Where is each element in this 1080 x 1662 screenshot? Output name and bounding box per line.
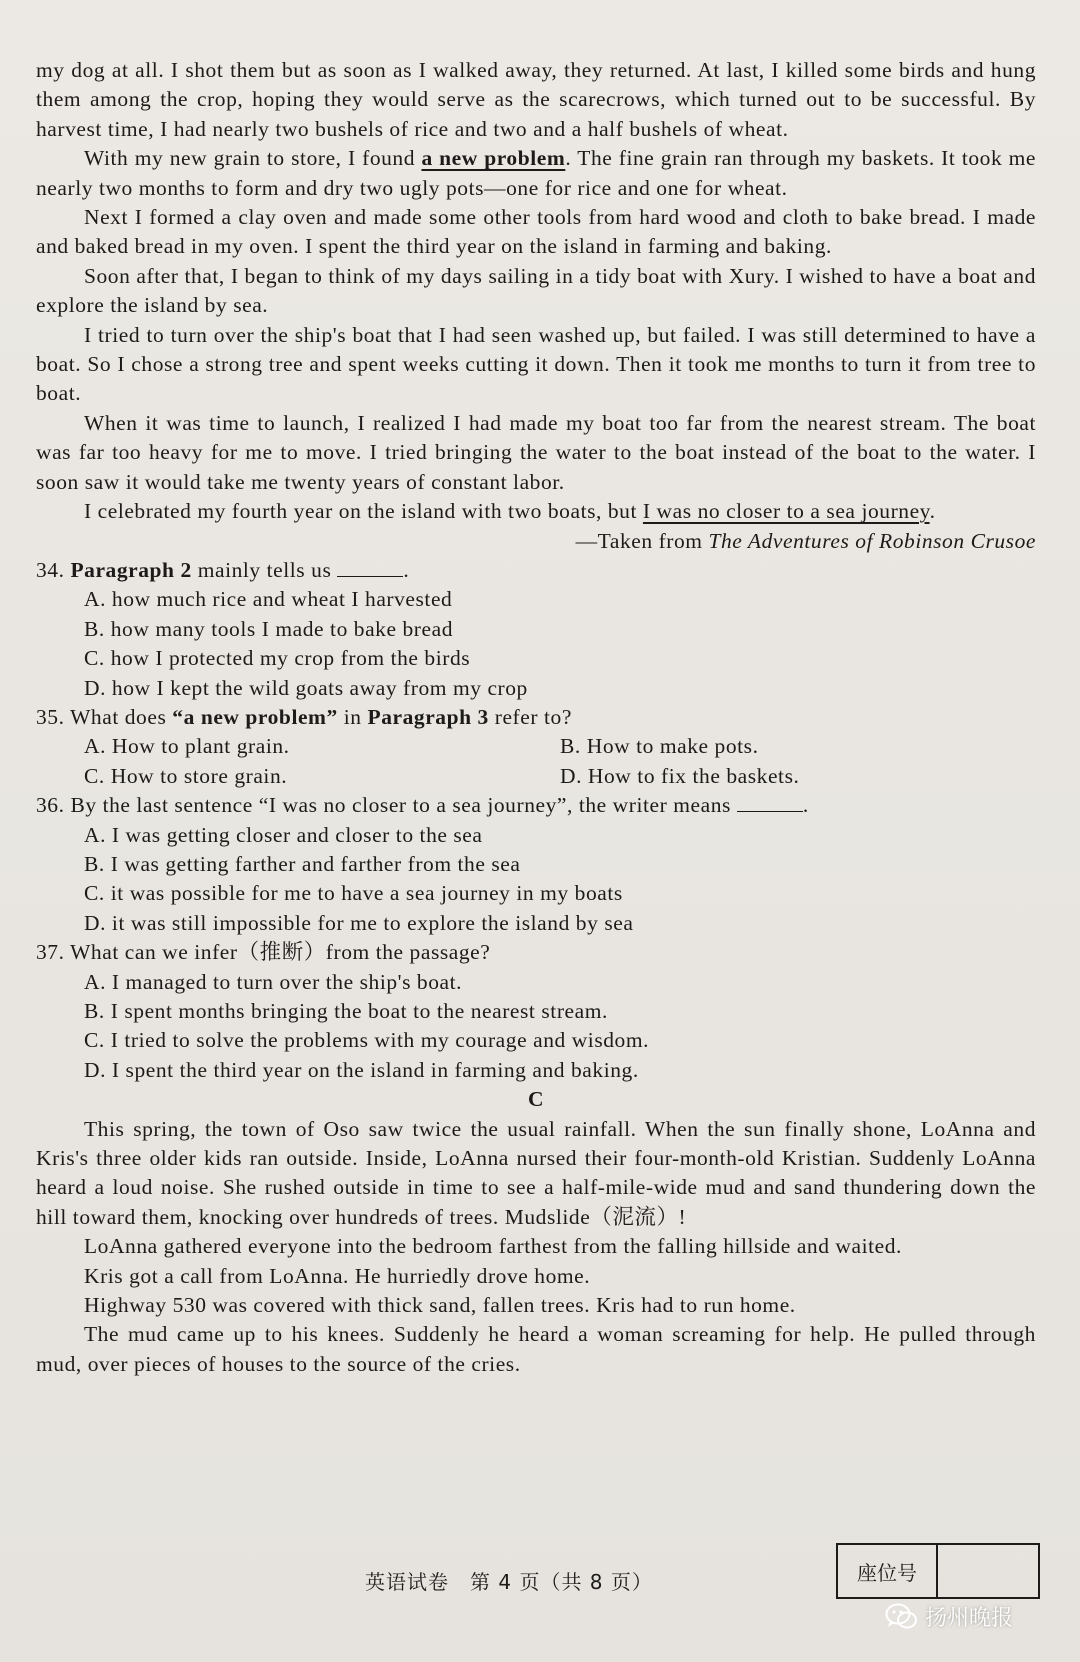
- page-footer: 英语试卷 第 4 页（共 8 页）: [365, 1570, 653, 1594]
- answer-blank: [337, 558, 403, 577]
- question-bold-text: Paragraph 2: [70, 557, 192, 582]
- question-text: in: [337, 704, 368, 729]
- question-text: mainly tells us: [191, 557, 332, 582]
- question-bold-text: “a new problem”: [172, 704, 338, 729]
- source-title: The Adventures of Robinson Crusoe: [708, 528, 1036, 553]
- question-36-option-b: B. I was getting farther and farther from the sea: [84, 851, 521, 876]
- passage-c-paragraph-3: Kris got a call from LoAnna. He hurriedly drove home.: [84, 1263, 591, 1288]
- passage-c-paragraph-2: LoAnna gathered everyone into the bedroom farthest from the falling hillside and waited.: [84, 1234, 902, 1259]
- question-36-option-d: D. it was still impossible for me to explore the island by sea: [84, 910, 634, 935]
- question-35-stem: [36, 703, 1036, 732]
- passage-b-paragraph-5: I tried to turn over the ship's boat that I had seen washed up, but failed. I was still determined to have a boat. So I chose a strong tree and spent weeks cutting it down. Then it took me months to turn it from tree to boat.: [36, 322, 1036, 406]
- question-end: .: [802, 793, 809, 818]
- question-36-option-c: C. it was possible for me to have a sea journey in my boats: [84, 881, 623, 906]
- passage-b-paragraph-2: [36, 144, 1036, 203]
- paragraph-text: I celebrated my fourth year on the island with two boats, but: [84, 499, 643, 524]
- question-number: 35.: [36, 704, 65, 729]
- question-end: .: [403, 557, 410, 582]
- passage-c-paragraph-4: Highway 530 was covered with thick sand, fallen trees. Kris had to run home.: [84, 1293, 796, 1318]
- question-text: What does: [70, 704, 173, 729]
- question-36-stem: [36, 791, 1036, 820]
- passage-b-paragraph-1: my dog at all. I shot them but as soon as I walked away, they returned. At last, I killed some birds and hung them among the crop, hoping they would serve as the scarecrows, which turned out to be successful. By harvest time, I had nearly two bushels of rice and two and a half bushels of wheat.: [36, 58, 1036, 141]
- paragraph-text: . The fine grain ran through my baskets. It took me nearly two months to form and dry two ugly pots—one for rice and one for wheat.: [36, 146, 1037, 200]
- question-35-options-row-2: [36, 762, 1036, 791]
- passage-source: [36, 527, 1036, 556]
- question-37-option-d: D. I spent the third year on the island in farming and baking.: [84, 1057, 639, 1082]
- question-35-option-b: B. How to make pots.: [560, 734, 759, 759]
- seat-number-field: [938, 1545, 1038, 1597]
- source-prefix: —Taken from: [575, 528, 709, 553]
- question-36-option-a: A. I was getting closer and closer to the sea: [84, 822, 483, 847]
- question-34-option-b: B. how many tools I made to bake bread: [84, 616, 453, 641]
- page-content: [36, 56, 1036, 1379]
- seat-number-box: [836, 1543, 1040, 1599]
- question-35-options-row-1: [36, 732, 1036, 761]
- question-35-option-d: D. How to fix the baskets.: [560, 763, 800, 788]
- question-text: refer to?: [488, 704, 572, 729]
- question-34-stem: [36, 556, 1036, 585]
- highlight-new-problem: a new problem: [421, 146, 566, 171]
- passage-b-paragraph-6: When it was time to launch, I realized I had made my boat too far from the nearest stream. The boat was far too heavy for me to move. I tried bringing the water to the boat instead of the boat to the water. I soon saw it would take me twenty years of constant labor.: [36, 410, 1036, 494]
- seat-number-label: 座位号: [838, 1545, 938, 1597]
- question-35-option-a: A. How to plant grain.: [84, 734, 290, 759]
- question-number: 37.: [36, 940, 65, 965]
- question-34-option-a: A. how much rice and wheat I harvested: [84, 587, 453, 612]
- passage-b-paragraph-4: Soon after that, I began to think of my days sailing in a tidy boat with Xury. I wished to have a boat and explore the island by sea.: [36, 263, 1036, 318]
- question-number: 34.: [36, 557, 65, 582]
- passage-b-paragraph-3: Next I formed a clay oven and made some other tools from hard wood and cloth to bake bread. I made and baked bread in my oven. I spent the third year on the island in farming and baking.: [36, 205, 1036, 259]
- newspaper-watermark: [885, 1601, 1013, 1632]
- question-37-stem: [36, 938, 1036, 967]
- passage-b-paragraph-7: [36, 497, 1036, 526]
- question-number: 36.: [36, 793, 65, 818]
- paragraph-text: With my new grain to store, I found: [84, 146, 422, 171]
- wechat-icon: [885, 1602, 919, 1632]
- passage-c-paragraph-1: This spring, the town of Oso saw twice the usual rainfall. When the sun finally shone, LoAnna and Kris's three older kids ran outside. Inside, LoAnna nursed their four-month-old Kristian. Suddenly LoAnna heard a loud noise. She rushed outside in time to see a half-mile-wide mud and sand thundering down the hill toward them, knocking over hundreds of trees. Mudslide（泥流）!: [36, 1116, 1036, 1229]
- question-bold-text: Paragraph 3: [367, 704, 489, 729]
- passage-c-paragraph-5: The mud came up to his knees. Suddenly he heard a woman screaming for help. He pulled through mud, over pieces of houses to the source of the cries.: [36, 1322, 1036, 1376]
- question-37-option-c: C. I tried to solve the problems with my courage and wisdom.: [84, 1028, 650, 1053]
- watermark-text: 扬州晚报: [925, 1606, 1014, 1631]
- question-34-option-c: C. how I protected my crop from the birds: [84, 646, 471, 671]
- highlight-sea-journey: I was no closer to a sea journey: [642, 499, 930, 524]
- question-37-option-a: A. I managed to turn over the ship's boat.: [84, 969, 463, 994]
- question-text: By the last sentence “I was no closer to a sea journey”, the writer means: [70, 793, 731, 818]
- question-37-option-b: B. I spent months bringing the boat to the nearest stream.: [84, 999, 608, 1023]
- answer-blank: [737, 793, 803, 812]
- paragraph-text: .: [929, 499, 936, 524]
- section-c-heading: C: [527, 1087, 545, 1112]
- question-text: What can we infer（推断）from the passage?: [70, 940, 491, 965]
- question-35-option-c: C. How to store grain.: [84, 763, 288, 788]
- question-34-option-d: D. how I kept the wild goats away from my crop: [84, 675, 528, 700]
